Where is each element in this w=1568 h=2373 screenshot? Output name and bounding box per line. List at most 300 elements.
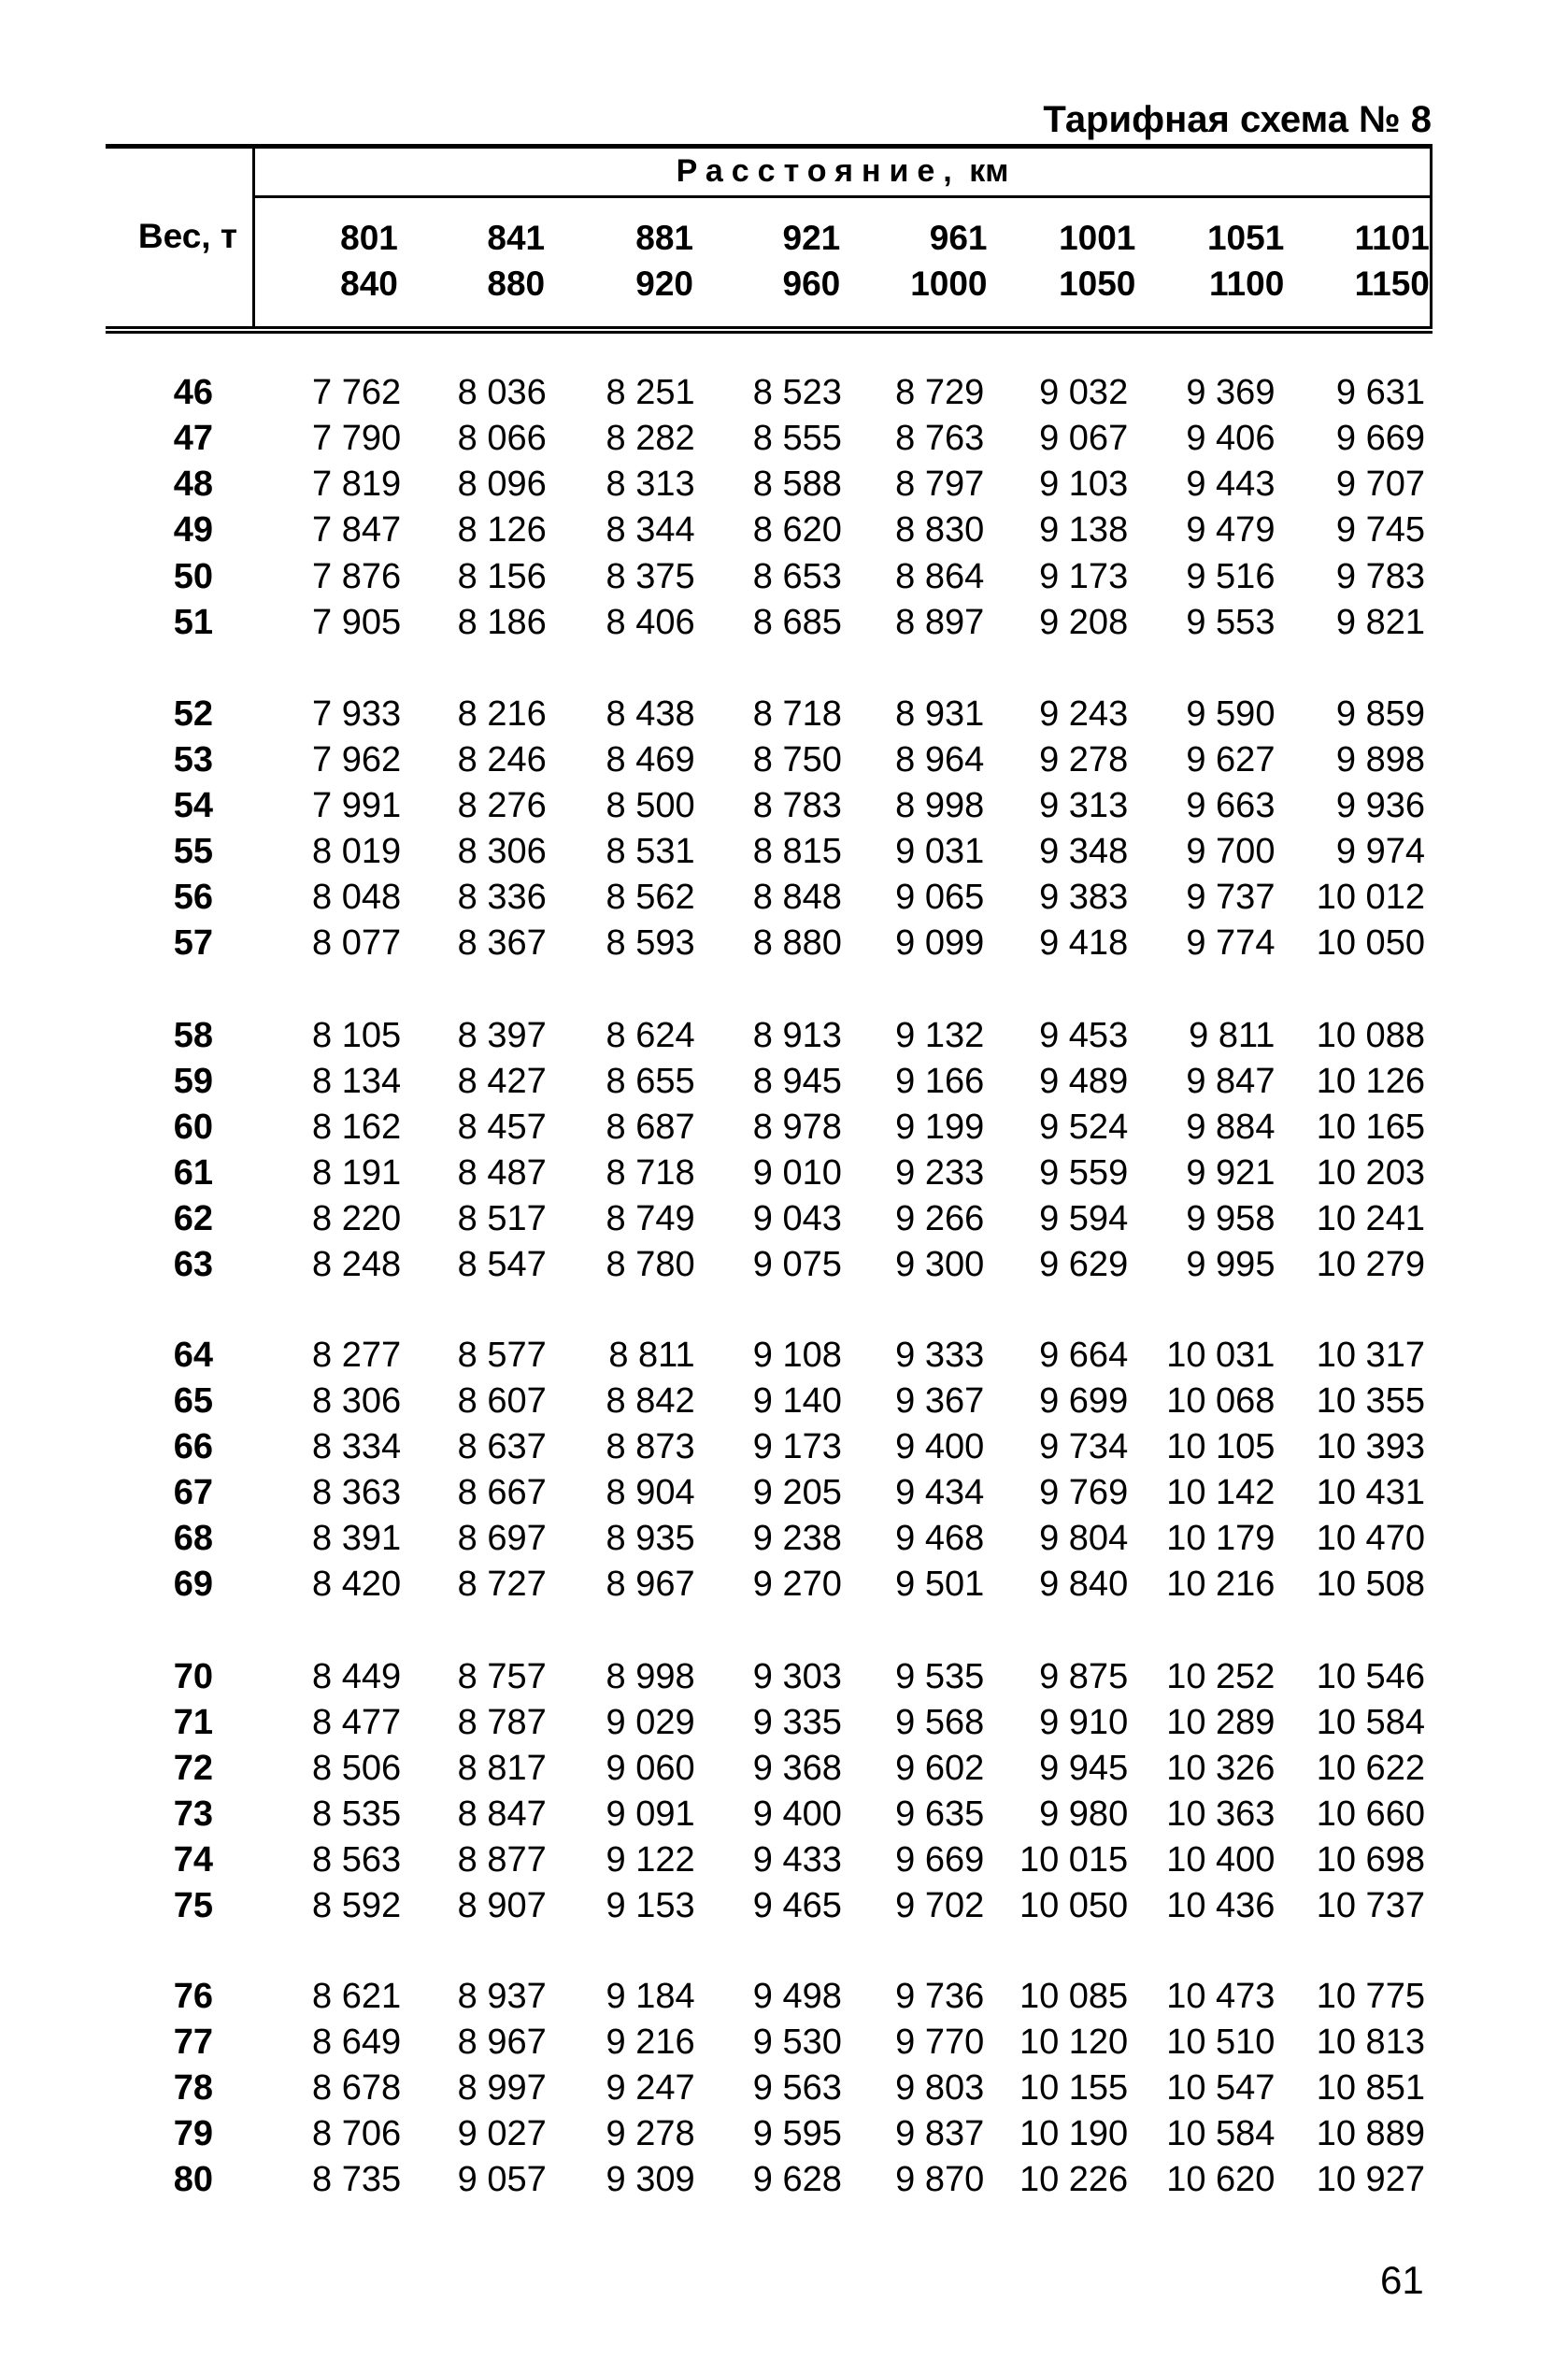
tariff-cell: 8 830 [895,510,985,550]
tariff-cell: 9 303 [752,1656,842,1696]
tariff-cell: 9 629 [1039,1245,1129,1285]
tariff-cell: 9 553 [1186,602,1276,642]
weight-cell: 69 [173,1565,213,1605]
distance-from: 921 [782,219,841,257]
tariff-cell: 8 783 [752,786,842,826]
tariff-cell: 9 840 [1039,1565,1129,1605]
tariff-cell: 10 584 [1166,2114,1276,2154]
tariff-cell: 9 783 [1335,556,1425,596]
distance-to: 840 [340,264,398,303]
tariff-cell: 9 335 [752,1702,842,1742]
tariff-cell: 8 306 [457,832,547,872]
distance-column-header [340,215,398,307]
tariff-cell: 8 757 [457,1656,547,1696]
tariff-cell: 8 592 [312,1886,402,1926]
tariff-cell: 8 649 [312,2022,402,2062]
tariff-cell: 8 706 [312,2114,402,2154]
weight-cell: 55 [173,832,213,872]
tariff-cell: 9 628 [752,2160,842,2200]
tariff-cell: 9 091 [606,1794,695,1834]
tariff-cell: 9 443 [1186,465,1276,505]
tariff-cell: 9 099 [895,923,985,964]
tariff-cell: 8 313 [606,465,695,505]
tariff-cell: 8 506 [312,1748,402,1788]
tariff-cell: 9 032 [1039,373,1129,413]
tariff-cell: 9 479 [1186,510,1276,550]
tariff-cell: 8 718 [752,693,842,734]
distance-unit: км [969,153,1009,189]
tariff-cell: 8 420 [312,1565,402,1605]
tariff-cell: 10 203 [1316,1153,1425,1194]
tariff-cell: 9 811 [1189,1015,1276,1055]
tariff-cell: 9 910 [1039,1702,1129,1742]
tariff-cell: 9 936 [1335,786,1425,826]
tariff-cell: 8 449 [312,1656,402,1696]
tariff-cell: 10 889 [1316,2114,1425,2154]
tariff-cell: 9 043 [752,1199,842,1239]
tariff-cell: 8 749 [606,1199,695,1239]
tariff-cell: 9 664 [1039,1335,1129,1375]
tariff-cell: 8 438 [606,693,695,734]
tariff-cell: 8 678 [312,2067,402,2108]
tariff-cell: 8 427 [457,1061,547,1101]
tariff-cell: 10 012 [1316,878,1425,918]
tariff-cell: 9 707 [1335,465,1425,505]
distance-column-header [635,215,693,307]
tariff-cell: 8 593 [606,923,695,964]
tariff-cell: 8 763 [895,419,985,459]
tariff-cell: 10 470 [1316,1519,1425,1559]
tariff-cell: 9 247 [606,2067,695,2108]
tariff-cell: 9 065 [895,878,985,918]
tariff-cell: 8 607 [457,1380,547,1421]
weight-cell: 49 [173,510,213,550]
tariff-cell: 9 233 [895,1153,985,1194]
tariff-cell: 10 216 [1166,1565,1276,1605]
tariff-cell: 9 173 [1039,556,1129,596]
distance-header-label [255,149,1430,198]
tariff-cell: 9 205 [752,1473,842,1513]
distance-to: 960 [782,264,841,303]
weight-cell: 77 [173,2022,213,2062]
distance-to: 880 [487,264,546,303]
tariff-cell: 10 813 [1316,2022,1425,2062]
distance-to: 1150 [1354,264,1430,303]
tariff-cell: 10 508 [1316,1565,1425,1605]
tariff-cell: 10 355 [1316,1380,1425,1421]
weight-cell: 68 [173,1519,213,1559]
tariff-cell: 9 774 [1186,923,1276,964]
tariff-cell: 10 226 [1019,2160,1129,2200]
tariff-cell: 8 547 [457,1245,547,1285]
tariff-cell: 8 246 [457,740,547,780]
tariff-cell: 10 120 [1019,2022,1129,2062]
tariff-cell: 8 336 [457,878,547,918]
tariff-cell: 8 391 [312,1519,402,1559]
tariff-cell: 8 897 [895,602,985,642]
tariff-cell: 8 848 [752,878,842,918]
tariff-cell: 7 847 [312,510,402,550]
tariff-cell: 8 797 [895,465,985,505]
tariff-cell: 9 516 [1186,556,1276,596]
tariff-cell: 10 241 [1316,1199,1425,1239]
tariff-cell: 10 050 [1019,1886,1129,1926]
tariff-cell: 9 400 [895,1427,985,1467]
distance-to: 1100 [1209,264,1285,303]
tariff-cell: 8 735 [312,2160,402,2200]
tariff-cell: 9 958 [1186,1199,1276,1239]
tariff-cell: 9 980 [1039,1794,1129,1834]
tariff-cell: 9 300 [895,1245,985,1285]
tariff-cell: 9 122 [606,1840,695,1880]
tariff-cell: 10 142 [1166,1473,1276,1513]
tariff-cell: 8 367 [457,923,547,964]
tariff-cell: 8 523 [752,373,842,413]
tariff-cell: 9 498 [752,1976,842,2016]
tariff-cell: 8 216 [457,693,547,734]
tariff-cell: 7 962 [312,740,402,780]
weight-cell: 48 [173,465,213,505]
weight-cell: 46 [173,373,213,413]
tariff-cell: 8 191 [312,1153,402,1194]
tariff-cell: 9 383 [1039,878,1129,918]
weight-cell: 80 [173,2160,213,2200]
weight-cell: 64 [173,1335,213,1375]
tariff-cell: 8 563 [312,1840,402,1880]
weight-cell: 67 [173,1473,213,1513]
tariff-cell: 8 873 [606,1427,695,1467]
tariff-cell: 8 907 [457,1886,547,1926]
tariff-cell: 8 277 [312,1335,402,1375]
tariff-cell: 8 469 [606,740,695,780]
weight-cell: 62 [173,1199,213,1239]
tariff-cell: 10 393 [1316,1427,1425,1467]
tariff-cell: 9 702 [895,1886,985,1926]
tariff-cell: 8 913 [752,1015,842,1055]
distance-to: 920 [635,264,693,303]
tariff-cell: 9 631 [1335,373,1425,413]
tariff-cell: 8 334 [312,1427,402,1467]
tariff-cell: 9 400 [752,1794,842,1834]
tariff-cell: 8 048 [312,878,402,918]
tariff-cell: 9 837 [895,2114,985,2154]
weight-cell: 75 [173,1886,213,1926]
tariff-cell: 8 727 [457,1565,547,1605]
tariff-cell: 8 847 [457,1794,547,1834]
tariff-cell: 9 103 [1039,465,1129,505]
tariff-cell: 10 085 [1019,1976,1129,2016]
tariff-cell: 8 624 [606,1015,695,1055]
tariff-cell: 9 266 [895,1199,985,1239]
tariff-cell: 9 568 [895,1702,985,1742]
tariff-cell: 9 847 [1186,1061,1276,1101]
tariff-cell: 9 803 [895,2067,985,2108]
tariff-cell: 8 697 [457,1519,547,1559]
tariff-cell: 8 306 [312,1380,402,1421]
tariff-cell: 8 036 [457,373,547,413]
tariff-cell: 10 775 [1316,1976,1425,2016]
tariff-cell: 9 669 [1335,419,1425,459]
tariff-cell: 9 700 [1186,832,1276,872]
scheme-title: Тарифная схема № 8 [1043,99,1432,140]
tariff-cell: 9 995 [1186,1245,1276,1285]
tariff-cell: 10 620 [1166,2160,1276,2200]
tariff-cell: 9 369 [1186,373,1276,413]
tariff-cell: 8 729 [895,373,985,413]
weight-cell: 71 [173,1702,213,1742]
tariff-cell: 8 066 [457,419,547,459]
tariff-cell: 8 687 [606,1107,695,1147]
tariff-cell: 10 126 [1316,1061,1425,1101]
tariff-cell: 9 453 [1039,1015,1129,1055]
tariff-cell: 10 436 [1166,1886,1276,1926]
distance-column-header [1207,215,1284,307]
tariff-cell: 7 905 [312,602,402,642]
tariff-cell: 8 937 [457,1976,547,2016]
tariff-cell: 8 186 [457,602,547,642]
tariff-cell: 9 067 [1039,419,1129,459]
tariff-cell: 8 126 [457,510,547,550]
tariff-cell: 9 870 [895,2160,985,2200]
tariff-cell: 9 770 [895,2022,985,2062]
tariff-cell: 9 663 [1186,786,1276,826]
tariff-cell: 9 563 [752,2067,842,2108]
tariff-cell: 9 884 [1186,1107,1276,1147]
tariff-cell: 8 945 [752,1061,842,1101]
tariff-cell: 8 842 [606,1380,695,1421]
tariff-cell: 8 162 [312,1107,402,1147]
weight-cell: 54 [173,786,213,826]
tariff-cell: 8 637 [457,1427,547,1467]
tariff-cell: 8 621 [312,1976,402,2016]
tariff-cell: 10 851 [1316,2067,1425,2108]
weight-cell: 73 [173,1794,213,1834]
weight-header-cell [106,149,255,326]
tariff-cell: 9 433 [752,1840,842,1880]
tariff-cell: 9 627 [1186,740,1276,780]
tariff-cell: 8 363 [312,1473,402,1513]
tariff-cell: 10 546 [1316,1656,1425,1696]
tariff-cell: 8 500 [606,786,695,826]
tariff-cell: 8 815 [752,832,842,872]
weight-cell: 61 [173,1153,213,1194]
tariff-cell: 8 935 [606,1519,695,1559]
tariff-cell: 9 465 [752,1886,842,1926]
tariff-cell: 9 140 [752,1380,842,1421]
weight-cell: 60 [173,1107,213,1147]
weight-cell: 66 [173,1427,213,1467]
distance-column-header [1355,215,1430,307]
tariff-cell: 9 736 [895,1976,985,2016]
distance-column-header [1059,215,1135,307]
page-number: 61 [1380,2258,1424,2302]
tariff-cell: 8 967 [457,2022,547,2062]
tariff-cell: 9 602 [895,1748,985,1788]
weight-cell: 63 [173,1245,213,1285]
tariff-cell: 7 762 [312,373,402,413]
tariff-cell: 8 248 [312,1245,402,1285]
tariff-cell: 9 208 [1039,602,1129,642]
weight-cell: 51 [173,602,213,642]
tariff-cell: 9 406 [1186,419,1276,459]
tariff-cell: 9 313 [1039,786,1129,826]
weight-cell: 76 [173,1976,213,2016]
tariff-cell: 8 477 [312,1702,402,1742]
tariff-cell: 9 821 [1335,602,1425,642]
tariff-cell: 10 660 [1316,1794,1425,1834]
weight-cell: 74 [173,1840,213,1880]
tariff-cell: 9 027 [457,2114,547,2154]
tariff-cell: 10 279 [1316,1245,1425,1285]
tariff-cell: 8 780 [606,1245,695,1285]
tariff-cell: 7 819 [312,465,402,505]
distance-column-header [783,215,841,307]
tariff-cell: 8 667 [457,1473,547,1513]
tariff-cell: 9 138 [1039,510,1129,550]
tariff-cell: 9 590 [1186,693,1276,734]
weight-cell: 65 [173,1380,213,1421]
tariff-cell: 8 787 [457,1702,547,1742]
tariff-cell: 10 050 [1316,923,1425,964]
tariff-cell: 8 375 [606,556,695,596]
tariff-cell: 8 531 [606,832,695,872]
tariff-cell: 9 734 [1039,1427,1129,1467]
tariff-cell: 8 457 [457,1107,547,1147]
weight-cell: 52 [173,693,213,734]
tariff-cell: 8 406 [606,602,695,642]
tariff-cell: 8 588 [752,465,842,505]
tariff-cell: 9 057 [457,2160,547,2200]
tariff-cell: 8 134 [312,1061,402,1101]
tariff-cell: 8 880 [752,923,842,964]
tariff-cell: 8 877 [457,1840,547,1880]
tariff-cell: 9 075 [752,1245,842,1285]
tariff-cell: 9 489 [1039,1061,1129,1101]
tariff-cell: 9 184 [606,1976,695,2016]
tariff-cell: 9 166 [895,1061,985,1101]
tariff-cell: 8 096 [457,465,547,505]
distance-label: Расстояние, [676,153,961,189]
distance-to: 1050 [1059,264,1136,303]
tariff-cell: 8 998 [895,786,985,826]
tariff-cell: 8 750 [752,740,842,780]
tariff-cell: 10 317 [1316,1335,1425,1375]
tariff-cell: 9 804 [1039,1519,1129,1559]
weight-cell: 50 [173,556,213,596]
tariff-cell: 8 517 [457,1199,547,1239]
tariff-cell: 8 967 [606,1565,695,1605]
tariff-cell: 8 811 [608,1335,695,1375]
distance-column-header [487,215,545,307]
tariff-cell: 7 933 [312,693,402,734]
tariff-cell: 9 278 [1039,740,1129,780]
distance-column-header [910,215,987,307]
tariff-cell: 8 077 [312,923,402,964]
weight-cell: 70 [173,1656,213,1696]
tariff-cell: 10 190 [1019,2114,1129,2154]
tariff-cell: 7 876 [312,556,402,596]
weight-cell: 57 [173,923,213,964]
weight-cell: 78 [173,2067,213,2108]
tariff-cell: 9 270 [752,1565,842,1605]
tariff-cell: 9 216 [606,2022,695,2062]
tariff-cell: 9 535 [895,1656,985,1696]
tariff-cell: 9 875 [1039,1656,1129,1696]
tariff-cell: 9 108 [752,1335,842,1375]
tariff-cell: 9 031 [895,832,985,872]
tariff-cell: 10 326 [1166,1748,1276,1788]
tariff-cell: 8 282 [606,419,695,459]
tariff-cell: 9 238 [752,1519,842,1559]
tariff-cell: 10 165 [1316,1107,1425,1147]
tariff-cell: 8 931 [895,693,985,734]
tariff-cell: 8 397 [457,1015,547,1055]
weight-cell: 56 [173,878,213,918]
tariff-cell: 10 547 [1166,2067,1276,2108]
tariff-cell: 8 562 [606,878,695,918]
tariff-cell: 10 584 [1316,1702,1425,1742]
tariff-cell: 9 669 [895,1840,985,1880]
weight-cell: 58 [173,1015,213,1055]
weight-header-label: Вес, т [137,217,237,255]
tariff-cell: 8 817 [457,1748,547,1788]
tariff-cell: 9 333 [895,1335,985,1375]
weight-cell: 53 [173,740,213,780]
distance-from: 961 [929,219,988,257]
tariff-cell: 8 978 [752,1107,842,1147]
tariff-cell: 8 487 [457,1153,547,1194]
weight-cell: 72 [173,1748,213,1788]
tariff-cell: 9 434 [895,1473,985,1513]
distance-from: 841 [487,219,546,257]
tariff-cell: 10 088 [1316,1015,1425,1055]
tariff-cell: 9 418 [1039,923,1129,964]
table-header [106,144,1433,334]
tariff-cell: 9 595 [752,2114,842,2154]
tariff-cell: 9 737 [1186,878,1276,918]
tariff-cell: 9 132 [895,1015,985,1055]
tariff-cell: 9 348 [1039,832,1129,872]
tariff-cell: 8 220 [312,1199,402,1239]
tariff-cell: 8 577 [457,1335,547,1375]
tariff-cell: 9 530 [752,2022,842,2062]
weight-cell: 79 [173,2114,213,2154]
tariff-cell: 10 155 [1019,2067,1129,2108]
tariff-cell: 10 431 [1316,1473,1425,1513]
tariff-cell: 10 068 [1166,1380,1276,1421]
tariff-cell: 7 991 [312,786,402,826]
tariff-cell: 9 153 [606,1886,695,1926]
tariff-cell: 9 468 [895,1519,985,1559]
tariff-cell: 9 243 [1039,693,1129,734]
tariff-cell: 8 964 [895,740,985,780]
tariff-cell: 8 535 [312,1794,402,1834]
tariff-cell: 9 769 [1039,1473,1129,1513]
tariff-cell: 8 904 [606,1473,695,1513]
tariff-cell: 8 156 [457,556,547,596]
tariff-cell: 9 594 [1039,1199,1129,1239]
distance-from: 881 [635,219,693,257]
tariff-cell: 8 251 [606,373,695,413]
weight-cell: 47 [173,419,213,459]
weight-cell: 59 [173,1061,213,1101]
tariff-cell: 8 620 [752,510,842,550]
tariff-cell: 8 019 [312,832,402,872]
tariff-cell: 9 974 [1335,832,1425,872]
tariff-cell: 9 945 [1039,1748,1129,1788]
tariff-cell: 10 698 [1316,1840,1425,1880]
tariff-cell: 9 635 [895,1794,985,1834]
